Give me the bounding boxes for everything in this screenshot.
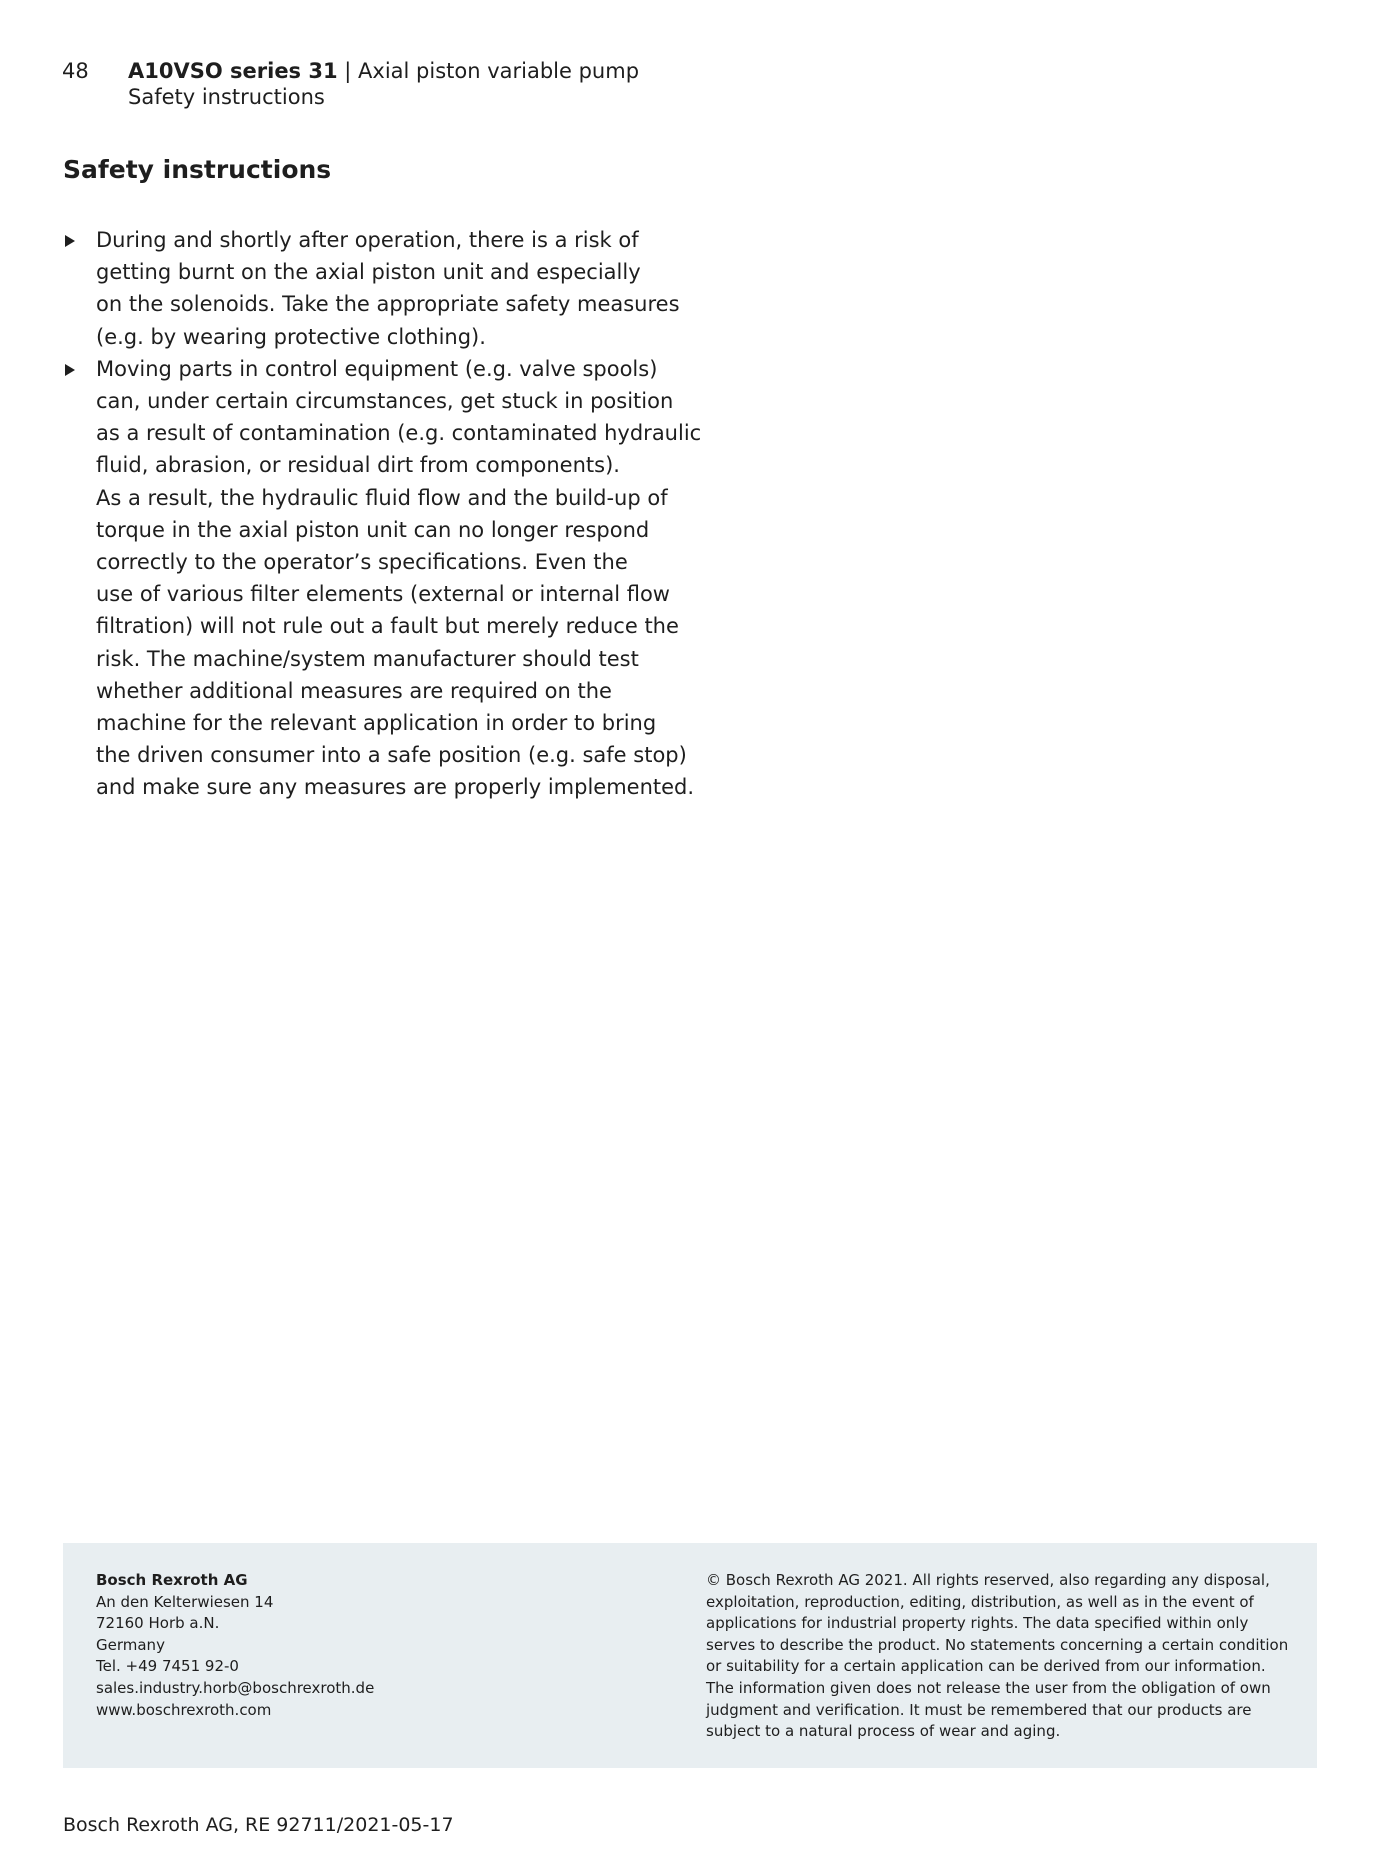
bullet-line: filtration) will not rule out a fault but merely reduce the xyxy=(96,614,679,639)
bullet-line: Moving parts in control equipment (e.g. valve spools) xyxy=(96,356,658,381)
header-product: A10VSO series 31 xyxy=(128,59,338,83)
bullet-arrow-icon xyxy=(65,364,75,376)
address-country: Germany xyxy=(96,1635,165,1654)
company-email: sales.industry.horb@boschrexroth.de xyxy=(96,1678,375,1697)
legal-line: exploitation, reproduction, editing, distribution, as well as in the event of xyxy=(706,1592,1254,1611)
header-section: Safety instructions xyxy=(128,85,325,109)
legal-line: or suitability for a certain application can be derived from our information. xyxy=(706,1657,1266,1676)
legal-line: serves to describe the product. No statements concerning a certain condition xyxy=(706,1635,1289,1654)
header-product-line xyxy=(128,58,639,84)
bullet-arrow-icon xyxy=(65,235,75,247)
header-product-type: Axial piston variable pump xyxy=(358,59,640,83)
bullet-line: fluid, abrasion, or residual dirt from components). xyxy=(96,453,620,478)
address-street: An den Kelterwiesen 14 xyxy=(96,1592,274,1611)
bullet-line: (e.g. by wearing protective clothing). xyxy=(96,324,486,349)
footer-imprint-box xyxy=(63,1543,1317,1768)
header-separator: | xyxy=(337,59,359,83)
document-reference: Bosch Rexroth AG, RE 92711/2021-05-17 xyxy=(63,1814,454,1836)
section-heading: Safety instructions xyxy=(63,155,332,184)
legal-line: subject to a natural process of wear and aging. xyxy=(706,1722,1061,1741)
legal-line: applications for industrial property rights. The data specified within only xyxy=(706,1614,1249,1633)
bullet-line: whether additional measures are required on the xyxy=(96,678,612,703)
bullet-line: torque in the axial piston unit can no longer respond xyxy=(96,517,650,542)
company-address-block xyxy=(96,1570,374,1721)
bullet-line: as a result of contamination (e.g. contaminated hydraulic xyxy=(96,421,702,446)
page-number: 48 xyxy=(62,59,89,83)
bullet-line: the driven consumer into a safe position (e.g. safe stop) xyxy=(96,743,687,768)
bullet-line: During and shortly after operation, there is a risk of xyxy=(96,228,639,252)
bullet-line: machine for the relevant application in order to bring xyxy=(96,711,657,736)
company-name: Bosch Rexroth AG xyxy=(96,1571,248,1589)
copyright-notice xyxy=(706,1570,1296,1743)
company-website: www.boschrexroth.com xyxy=(96,1700,272,1719)
bullet-item xyxy=(63,224,703,353)
header-title-block xyxy=(128,58,639,110)
bullet-item xyxy=(63,353,703,804)
bullet-line: use of various filter elements (external or internal flow xyxy=(96,582,670,607)
safety-bullet-list xyxy=(63,224,703,804)
bullet-line: and make sure any measures are properly implemented. xyxy=(96,775,695,800)
bullet-line: can, under certain circumstances, get stuck in position xyxy=(96,389,674,414)
bullet-line: correctly to the operator’s specifications. Even the xyxy=(96,550,628,575)
legal-line: The information given does not release the user from the obligation of own xyxy=(706,1678,1271,1697)
legal-line: judgment and verification. It must be remembered that our products are xyxy=(706,1700,1252,1719)
bullet-line: As a result, the hydraulic fluid flow and the build-up of xyxy=(96,485,668,510)
bullet-line: on the solenoids. Take the appropriate safety measures xyxy=(96,292,680,317)
legal-line: © Bosch Rexroth AG 2021. All rights reserved, also regarding any disposal, xyxy=(706,1571,1270,1589)
bullet-line: getting burnt on the axial piston unit and especially xyxy=(96,260,641,285)
address-city: 72160 Horb a.N. xyxy=(96,1614,220,1633)
bullet-line: risk. The machine/system manufacturer should test xyxy=(96,646,639,671)
company-phone: Tel. +49 7451 92-0 xyxy=(96,1657,239,1676)
